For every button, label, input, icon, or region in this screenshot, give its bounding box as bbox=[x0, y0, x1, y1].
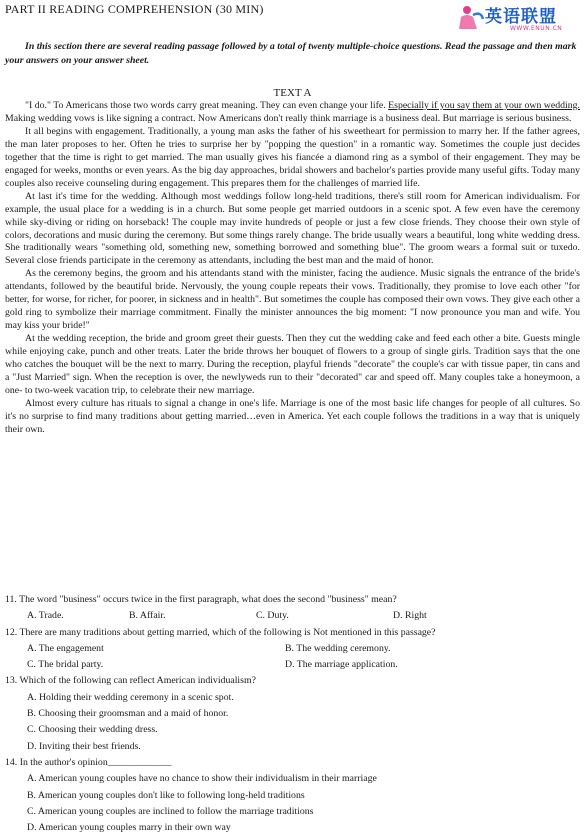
logo-url: WWW.ENUN.CN bbox=[510, 25, 563, 32]
option-b[interactable]: B. The wedding ceremony. bbox=[285, 642, 391, 654]
option-a[interactable]: A. Trade. bbox=[27, 610, 64, 622]
question-14 bbox=[5, 755, 580, 836]
paragraph-1-underlined: Especially if you say them at your own wedding. bbox=[388, 100, 580, 111]
question-12 bbox=[5, 625, 580, 674]
paragraph-1-start: "I do." To Americans those two words carry great meaning. They can even change your life. bbox=[25, 100, 389, 111]
question-stem: 11. The word "business" occurs twice in the first paragraph, what does the second "business" mean? bbox=[5, 594, 397, 605]
question-stem: 12. There are many traditions about getting married, which of the following is Not mentioned in this passage? bbox=[5, 626, 436, 638]
question-11 bbox=[5, 592, 580, 625]
option-d[interactable]: D. Right bbox=[393, 610, 427, 622]
option-c[interactable]: C. Choosing their wedding dress. bbox=[27, 724, 158, 736]
paragraph-4: As the ceremony begins, the groom and his attendants stand with the minister, facing the audience. Music signals the entrance of the bride's attendants, followed by the beautiful bride. Nervously, the young couple repeats their vows. Traditionally, they promise to love each other "for better, for worse, for richer, for poorer, in sickness and in health". But sometimes the couple has composed their own vows. They give each other a gold ring to symbolize their marriage commitment. Finally the minister announces the big moment: "I now pronounce you man and wife. You may kiss your bride!" bbox=[5, 268, 580, 332]
option-row bbox=[5, 657, 580, 673]
option-b[interactable]: B. Affair. bbox=[129, 610, 166, 622]
passage-text bbox=[5, 100, 580, 437]
paragraph-2: It all begins with engagement. Traditionally, a young man asks the father of his sweetheart for permission to marry her. If the father agrees, the man later proposes to her. Often he tries to surprise her by "popping the question" in a romantic way. Sometimes the couple just decides together that the time is right to get married. The man usually gives his fiancée a diamond ring as a symbol of their engagement. They may be engaged for weeks, months or even years. As the big day approaches, bridal showers and bachelor's parties provide many useful gifts. Today many couples also receive counseling during engagement. This prepares them for the challenges of married life. bbox=[5, 125, 580, 189]
paragraph-6: Almost every culture has rituals to signal a change in one's life. Marriage is one of the most basic life changes for people of all cultures. So it's no surprise to find many traditions about getting married…even in America. Yet each couple follows the traditions in a way that is uniquely their own. bbox=[5, 397, 580, 435]
passage-title: TEXT A bbox=[273, 87, 312, 99]
paragraph-3: At last it's time for the wedding. Although most weddings follow long-held traditions, there's still room for American individualism. For example, the usual place for a wedding is in a church. But some people get married outdoors in a scenic spot. A few even have the ceremony while sky-diving or riding on horseback! The couple may invite hundreds of people or just a few close friends. They choose their own style of colors, decorations and music during the ceremony. But some things rarely change. The bride usually wears a beautiful, long white wedding dress. She traditionally wears "something old, something new, something borrowed and something blue". The groom wears a formal suit or tuxedo. Several close friends participate in the ceremony as attendants, including the best man and the maid of honor. bbox=[5, 190, 580, 267]
option-d[interactable]: D. Inviting their best friends. bbox=[27, 740, 141, 752]
logo-figure-icon bbox=[455, 3, 485, 33]
instructions: In this section there are several reading passage followed by a total of twenty multiple-choice questions. Read the passage and then mark your answers on your answer sheet. bbox=[5, 41, 577, 66]
site-logo bbox=[455, 1, 583, 35]
option-d[interactable]: D. The marriage application. bbox=[285, 659, 398, 671]
option-row bbox=[5, 608, 580, 624]
logo-text: 英语联盟 bbox=[485, 7, 557, 27]
question-13 bbox=[5, 673, 580, 754]
section-header: PART II READING COMPREHENSION (30 MIN) bbox=[5, 2, 264, 16]
option-b[interactable]: B. American young couples don't like to following long-held traditions bbox=[27, 789, 305, 801]
option-c[interactable]: C. American young couples are inclined to follow the marriage traditions bbox=[27, 805, 314, 817]
paragraph-5: At the wedding reception, the bride and groom greet their guests. Then they cut the wedding cake and feed each other a bite. Guests mingle while enjoying cake, punch and other treats. Later the bride throws her bouquet of flowers to a group of single girls. Tradition says that the one who catches the bouquet will be the next to marry. During the reception, playful friends "decorate" the couple's car with tissue paper, tin cans and a "Just Married" sign. When the reception is over, the newlyweds run to their "decorated" car and speed off. Many couples take a honeymoon, a one- to two-week vacation trip, to celebrate their new marriage. bbox=[5, 333, 580, 396]
question-stem: 13. Which of the following can reflect American individualism? bbox=[5, 675, 256, 687]
paragraph-1 bbox=[5, 100, 580, 126]
option-a[interactable]: A. The engagement bbox=[27, 642, 104, 654]
option-b[interactable]: B. Choosing their groomsman and a maid of honor. bbox=[27, 708, 229, 720]
question-list bbox=[5, 592, 580, 836]
option-c[interactable]: C. Duty. bbox=[256, 610, 289, 622]
option-d[interactable]: D. American young couples marry in their own way bbox=[27, 822, 231, 834]
option-row bbox=[5, 641, 580, 657]
option-a[interactable]: A. Holding their wedding ceremony in a scenic spot. bbox=[27, 691, 234, 703]
option-a[interactable]: A. American young couples have no chance to show their individualism in their marriage bbox=[27, 773, 377, 785]
option-c[interactable]: C. The bridal party. bbox=[27, 659, 104, 671]
paragraph-1-end: Making wedding vows is like signing a contract. Now Americans don't really think marriage is a business deal. But marriage is serious business. bbox=[5, 112, 572, 124]
question-stem: 14. In the author's opinion_____________ bbox=[5, 756, 172, 768]
